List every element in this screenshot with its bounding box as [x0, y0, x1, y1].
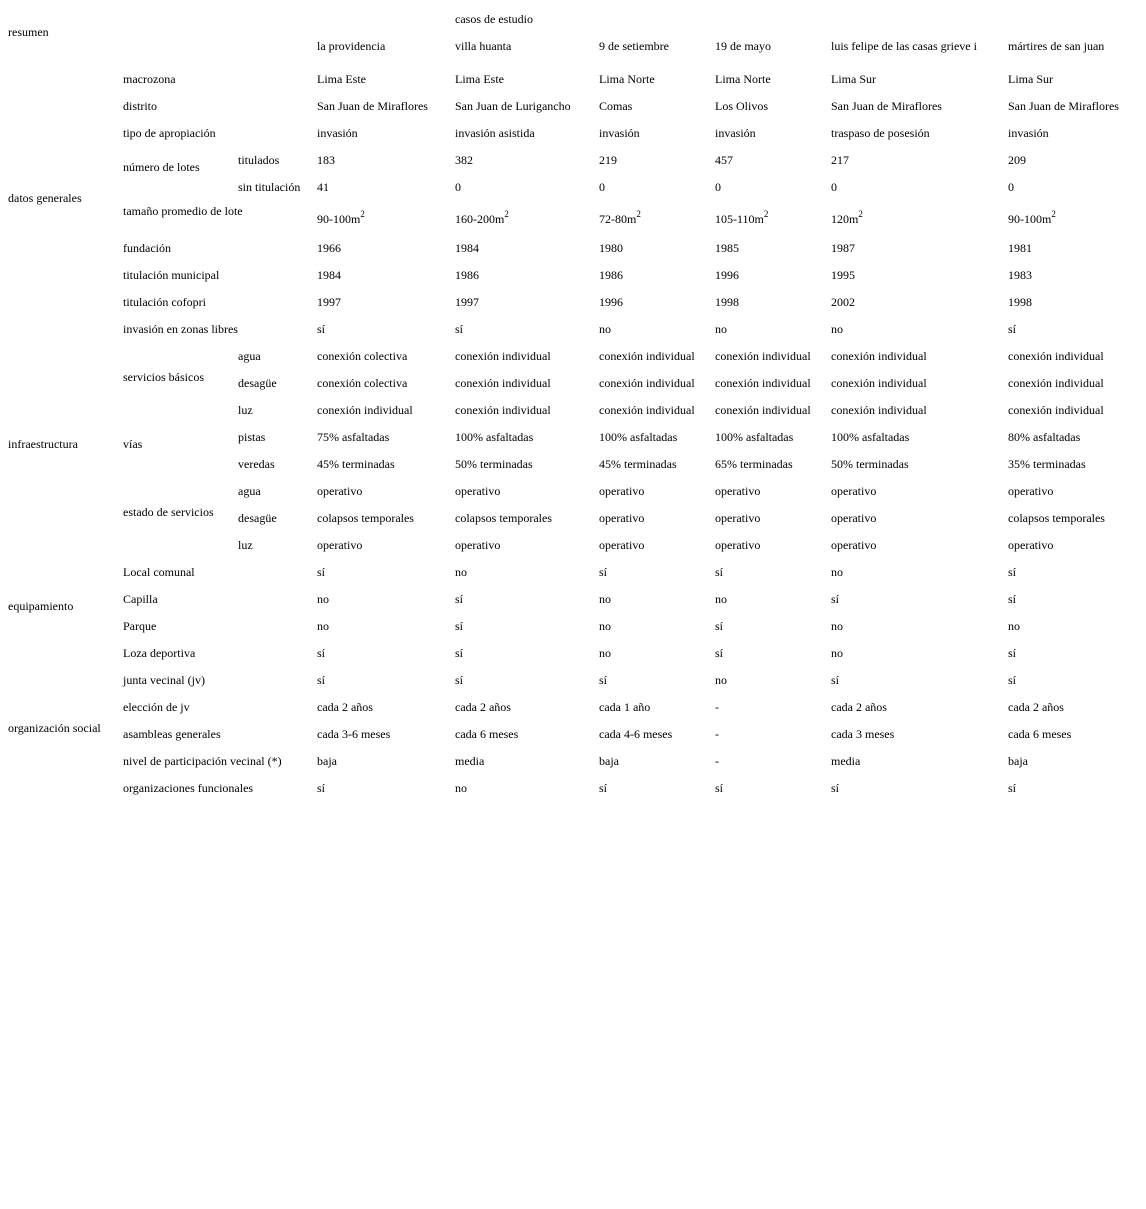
row-label: junta vecinal (jv): [123, 673, 205, 687]
table-cell: conexión individual: [715, 376, 811, 390]
table-cell: 100% asfaltadas: [831, 430, 910, 444]
table-cell: $90-100m^2$: [317, 209, 365, 226]
table-cell: operativo: [317, 538, 363, 552]
table-cell: no: [599, 322, 611, 336]
table-cell: operativo: [715, 484, 761, 498]
resumen-label: resumen: [8, 25, 49, 39]
table-cell: 45% terminadas: [599, 457, 677, 471]
table-cell: operativo: [455, 484, 501, 498]
superscript-exponent: 2: [636, 209, 641, 219]
table-cell: sí: [1008, 322, 1017, 336]
table-cell: operativo: [715, 538, 761, 552]
table-cell: sí: [455, 673, 464, 687]
table-cell: media: [831, 754, 861, 768]
row-label: titulados: [238, 153, 280, 167]
table-cell: conexión individual: [831, 403, 927, 417]
row-label: Parque: [123, 619, 157, 633]
section-equipamiento: equipamiento: [8, 599, 74, 613]
table-cell: 457: [715, 153, 733, 167]
table-cell: sí: [1008, 592, 1017, 606]
table-cell: no: [831, 322, 843, 336]
row-label: pistas: [238, 430, 266, 444]
row-label: titulación cofopri: [123, 295, 206, 309]
table-cell: conexión individual: [1008, 376, 1104, 390]
table-cell: no: [831, 646, 843, 660]
table-cell: 100% asfaltadas: [599, 430, 678, 444]
table-cell: sí: [317, 673, 326, 687]
table-cell: cada 6 meses: [455, 727, 519, 741]
table-cell: cada 2 años: [317, 700, 373, 714]
table-cell: 50% terminadas: [831, 457, 909, 471]
table-cell: operativo: [715, 511, 761, 525]
table-cell: 382: [455, 153, 473, 167]
table-cell: sí: [455, 619, 464, 633]
table-cell: cada 6 meses: [1008, 727, 1072, 741]
superscript-exponent: 2: [504, 209, 509, 219]
table-cell: sí: [1008, 646, 1017, 660]
table-cell: 1980: [599, 241, 623, 255]
case-header: 9 de setiembre: [599, 39, 669, 53]
table-cell: operativo: [831, 484, 877, 498]
table-cell: conexión individual: [1008, 403, 1104, 417]
table-cell: conexión individual: [599, 376, 695, 390]
table-cell: baja: [599, 754, 619, 768]
table-cell: 45% terminadas: [317, 457, 395, 471]
table-cell: no: [715, 673, 727, 687]
superscript-exponent: 2: [858, 209, 863, 219]
table-cell: 0: [455, 180, 461, 194]
table-cell: 1987: [831, 241, 855, 255]
row-label: invasión en zonas libres: [123, 322, 238, 336]
table-cell: no: [599, 619, 611, 633]
table-cell: conexión individual: [455, 376, 551, 390]
table-cell: operativo: [831, 538, 877, 552]
table-cell: sí: [455, 646, 464, 660]
table-cell: sí: [1008, 673, 1017, 687]
table-cell: no: [317, 619, 329, 633]
table-cell: Los Olivos: [715, 99, 769, 113]
row-label: agua: [238, 349, 261, 363]
superscript-exponent: 2: [763, 209, 769, 219]
table-cell: conexión individual: [455, 403, 551, 417]
case-header: villa huanta: [455, 39, 512, 53]
table-cell: 209: [1008, 153, 1026, 167]
table-cell: invasión: [599, 126, 640, 140]
table-cell: San Juan de Miraflores: [1008, 99, 1119, 113]
table-cell: Lima Este: [455, 72, 504, 86]
table-cell: sí: [317, 565, 326, 579]
table-cell: cada 1 año: [599, 700, 651, 714]
table-cell: 41: [317, 180, 329, 194]
table-cell: sí: [317, 646, 326, 660]
table-cell: operativo: [831, 511, 877, 525]
table-cell: cada 2 años: [1008, 700, 1064, 714]
superscript-exponent: 2: [1051, 209, 1056, 219]
superscript-exponent: 2: [360, 209, 365, 219]
row-label: Local comunal: [123, 565, 195, 579]
table-cell: $160-200m^2$: [455, 209, 509, 226]
table-cell: 75% asfaltadas: [317, 430, 390, 444]
table-cell: conexión individual: [599, 349, 695, 363]
group-label-estado-servicios: estado de servicios: [123, 505, 214, 519]
table-cell: 65% terminadas: [715, 457, 793, 471]
row-label: Loza deportiva: [123, 646, 196, 660]
table-cell: sí: [599, 673, 608, 687]
table-cell: cada 2 años: [831, 700, 887, 714]
table-cell: operativo: [1008, 538, 1054, 552]
table-cell: -: [715, 727, 719, 741]
table-cell: 80% asfaltadas: [1008, 430, 1081, 444]
table-cell: conexión individual: [599, 403, 695, 417]
row-label: nivel de participación vecinal (*): [123, 754, 282, 768]
table-cell: -: [715, 700, 719, 714]
table-cell: San Juan de Miraflores: [831, 99, 942, 113]
table-cell: Lima Norte: [715, 72, 771, 86]
row-label: desagüe: [238, 511, 277, 525]
table-cell: cada 3 meses: [831, 727, 895, 741]
row-label: tipo de apropiación: [123, 126, 216, 140]
table-cell: 1984: [317, 268, 341, 282]
section-organizacion-social: organización social: [8, 721, 101, 735]
table-cell: no: [831, 565, 843, 579]
row-label: distrito: [123, 99, 158, 113]
table-cell: Lima Sur: [831, 72, 876, 86]
table-cell: invasión: [317, 126, 358, 140]
case-header: 19 de mayo: [715, 39, 771, 53]
table-cell: San Juan de Miraflores: [317, 99, 428, 113]
table-cell: no: [715, 592, 727, 606]
table-cell: conexión individual: [455, 349, 551, 363]
table-cell: sí: [599, 565, 608, 579]
table-cell: 219: [599, 153, 617, 167]
table-cell: operativo: [599, 484, 645, 498]
table-cell: colapsos temporales: [1008, 511, 1105, 525]
table-cell: 217: [831, 153, 849, 167]
table-cell: $120m^2$: [831, 209, 863, 226]
table-cell: sí: [599, 781, 608, 795]
table-cell: no: [831, 619, 843, 633]
table-cell: 1997: [317, 295, 341, 309]
table-cell: sí: [455, 322, 464, 336]
table-cell: cada 3-6 meses: [317, 727, 391, 741]
table-cell: conexión individual: [317, 403, 413, 417]
table-cell: colapsos temporales: [317, 511, 414, 525]
table-cell: 1997: [455, 295, 479, 309]
row-label: desagüe: [238, 376, 277, 390]
row-label: sin titulación: [238, 180, 301, 194]
row-label: luz: [238, 538, 253, 552]
table-cell: Lima Sur: [1008, 72, 1053, 86]
table-cell: sí: [1008, 781, 1017, 795]
table-cell: no: [1008, 619, 1020, 633]
table-cell: 1986: [455, 268, 479, 282]
case-header: luis felipe de las casas grieve i: [831, 39, 977, 53]
table-cell: 100% asfaltadas: [455, 430, 534, 444]
table-cell: invasión: [715, 126, 756, 140]
table-cell: traspaso de posesión: [831, 126, 930, 140]
table-cell: sí: [715, 781, 724, 795]
row-label: organizaciones funcionales: [123, 781, 254, 795]
row-label: veredas: [238, 457, 275, 471]
table-cell: conexión individual: [715, 349, 811, 363]
table-cell: conexión individual: [1008, 349, 1104, 363]
table-cell: sí: [715, 646, 724, 660]
table-cell: Comas: [599, 99, 633, 113]
table-cell: cada 4-6 meses: [599, 727, 673, 741]
table-cell: no: [715, 322, 727, 336]
table-cell: operativo: [1008, 484, 1054, 498]
group-label-servicios-basicos: servicios básicos: [123, 370, 204, 384]
table-cell: 1966: [317, 241, 341, 255]
table-cell: operativo: [317, 484, 363, 498]
table-cell: conexión individual: [715, 403, 811, 417]
table-cell: cada 2 años: [455, 700, 511, 714]
table-cell: 0: [831, 180, 837, 194]
table-cell: sí: [1008, 565, 1017, 579]
table-cell: baja: [1008, 754, 1028, 768]
table-cell: no: [455, 565, 467, 579]
group-label-vias: vías: [123, 437, 143, 451]
table-cell: 1984: [455, 241, 479, 255]
table-cell: operativo: [599, 538, 645, 552]
table-cell: sí: [715, 619, 724, 633]
row-label: Capilla: [123, 592, 158, 606]
row-label: elección de jv: [123, 700, 190, 714]
table-cell: 1985: [715, 241, 739, 255]
row-label: asambleas generales: [123, 727, 221, 741]
table-cell: 1996: [599, 295, 623, 309]
table-cell: invasión: [1008, 126, 1049, 140]
table-cell: no: [599, 646, 611, 660]
table-cell: $72-80m^2$: [599, 209, 641, 226]
table-cell: operativo: [599, 511, 645, 525]
table-cell: conexión individual: [831, 376, 927, 390]
table-cell: Lima Norte: [599, 72, 655, 86]
table-cell: sí: [317, 781, 326, 795]
table-cell: sí: [455, 592, 464, 606]
row-label: tamaño promedio de lote: [123, 204, 243, 218]
table-cell: 1995: [831, 268, 855, 282]
table-cell: media: [455, 754, 485, 768]
table-cell: 50% terminadas: [455, 457, 533, 471]
table-cell: sí: [831, 781, 840, 795]
table-cell: no: [599, 592, 611, 606]
section-datos-generales: datos generales: [8, 191, 82, 205]
case-header: mártires de san juan: [1008, 39, 1105, 53]
table-cell: 1998: [1008, 295, 1032, 309]
case-header: la providencia: [317, 39, 386, 53]
table-cell: 0: [715, 180, 721, 194]
table-cell: Lima Este: [317, 72, 366, 86]
table-cell: -: [715, 754, 719, 768]
table-cell: 35% terminadas: [1008, 457, 1086, 471]
table-cell: $105-110m^2$: [715, 209, 769, 226]
table-cell: sí: [831, 592, 840, 606]
table-cell: 183: [317, 153, 335, 167]
table-cell: $90-100m^2$: [1008, 209, 1056, 226]
table-cell: San Juan de Lurigancho: [455, 99, 571, 113]
table-cell: 1981: [1008, 241, 1032, 255]
section-infraestructura: infraestructura: [8, 437, 78, 451]
table-cell: colapsos temporales: [455, 511, 552, 525]
group-label-numero-lotes: número de lotes: [123, 160, 200, 174]
table-cell: no: [317, 592, 329, 606]
table-cell: 1986: [599, 268, 623, 282]
table-cell: 1983: [1008, 268, 1032, 282]
table-cell: invasión asistida: [455, 126, 535, 140]
table-cell: 0: [599, 180, 605, 194]
row-label: agua: [238, 484, 261, 498]
table-cell: sí: [831, 673, 840, 687]
table-cell: baja: [317, 754, 337, 768]
table-cell: no: [455, 781, 467, 795]
row-label: titulación municipal: [123, 268, 220, 282]
table-cell: 100% asfaltadas: [715, 430, 794, 444]
table-cell: conexión individual: [831, 349, 927, 363]
row-label: macrozona: [123, 72, 176, 86]
table-cell: conexión colectiva: [317, 349, 408, 363]
table-cell: 1996: [715, 268, 739, 282]
table-cell: conexión colectiva: [317, 376, 408, 390]
table-cell: sí: [317, 322, 326, 336]
row-label: luz: [238, 403, 253, 417]
table-cell: operativo: [455, 538, 501, 552]
row-label: fundación: [123, 241, 171, 255]
table-cell: 0: [1008, 180, 1014, 194]
table-cell: 1998: [715, 295, 739, 309]
table-cell: sí: [715, 565, 724, 579]
table-cell: 2002: [831, 295, 855, 309]
group-header: casos de estudio: [455, 12, 533, 26]
